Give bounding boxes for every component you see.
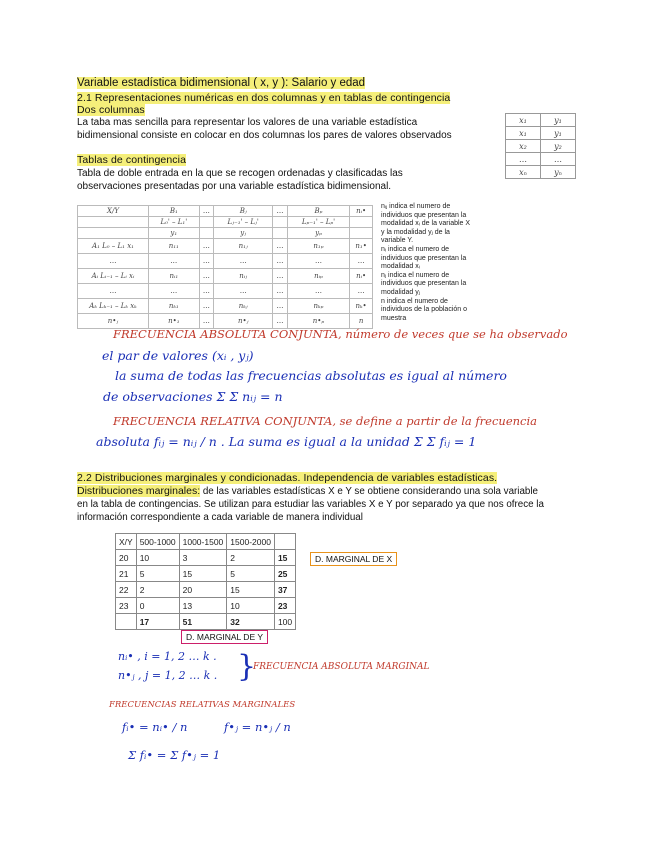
table-cell: nₖ• (350, 299, 373, 314)
table-header-cell: Bₚ (287, 206, 349, 217)
two-column-table (505, 113, 576, 179)
table-cell: … (78, 284, 149, 299)
table-cell: … (199, 284, 214, 299)
table-cell: nₖₚ (287, 299, 349, 314)
table-cell: nᵢⱼ (214, 269, 273, 284)
legend-line: nᵢⱼ indica el numero de (381, 203, 451, 210)
table-header-cell: … (199, 206, 214, 217)
contingency-table (77, 205, 373, 329)
table-cell: … (287, 284, 349, 299)
paragraph-tablas-contingencia: Tabla de doble entrada en la que se recogen ordenadas y clasificadas las observaciones presentadas por una variable estadística bidimensional. (77, 168, 403, 192)
table-cell: nᵢ• (350, 269, 373, 284)
legend-line: muestra (381, 314, 407, 322)
table-row (506, 114, 576, 127)
table-header-cell: y₁ (149, 228, 200, 239)
table-header-row (78, 217, 373, 228)
subheading-tablas-contingencia: Tablas de contingencia (77, 154, 187, 166)
subheading-dos-columnas: Dos columnas (77, 104, 145, 116)
table-cell: nₖⱼ (214, 299, 273, 314)
table-row (506, 166, 576, 179)
table-cell: 20 (179, 582, 227, 598)
table-cell: n₁ⱼ (214, 239, 273, 254)
table-cell: … (199, 269, 214, 284)
table-cell: A₁ L₀ – L₁ x₁ (78, 239, 149, 254)
table-header-cell (350, 228, 373, 239)
table-cell: … (273, 254, 288, 269)
table-cell: 10 (227, 598, 275, 614)
table-header-cell: Bⱼ (214, 206, 273, 217)
table-cell: … (287, 254, 349, 269)
marginal-table (115, 533, 296, 630)
table-cell: … (541, 153, 576, 166)
table-cell: 21 (116, 566, 137, 582)
table-cell: Aₖ Lₖ₋₁ – Lₖ xₖ (78, 299, 149, 314)
section-2-1-heading: 2.1 Representaciones numéricas en dos columnas y en tablas de contingencia (77, 92, 451, 104)
legend-line: nⱼ indica el numero de (381, 271, 450, 279)
table-cell: y₂ (541, 140, 576, 153)
table-row (116, 614, 296, 630)
table-row (78, 269, 373, 284)
note-suma-frecuencias: la suma de todas las frecuencias absolutas es igual al número (115, 368, 507, 383)
table-cell: 32 (227, 614, 275, 630)
table-row (116, 582, 296, 598)
table-cell: xₙ (506, 166, 541, 179)
table-cell: 13 (179, 598, 227, 614)
table-cell: … (350, 254, 373, 269)
table-cell: … (149, 254, 200, 269)
table-cell: 37 (274, 582, 295, 598)
table-cell: 5 (227, 566, 275, 582)
table-cell: 15 (227, 582, 275, 598)
table-row (506, 153, 576, 166)
table-cell: 20 (116, 550, 137, 566)
table-header-cell (274, 534, 295, 550)
table-cell: n•ⱼ (78, 314, 149, 329)
legend-line: variable Y. (381, 237, 414, 245)
table-header-cell: yⱼ (214, 228, 273, 239)
table-header-cell: X/Y (78, 206, 149, 217)
table-cell: 23 (274, 598, 295, 614)
contingency-legend (381, 203, 496, 323)
table-header-cell: yₚ (287, 228, 349, 239)
table-cell: 10 (136, 550, 179, 566)
table-header-cell (199, 228, 214, 239)
table-header-cell: 1000-1500 (179, 534, 227, 550)
table-cell: n•ⱼ (214, 314, 273, 329)
legend-line: individuos que presentan la (381, 211, 467, 219)
section-2-2-heading: 2.2 Distribuciones marginales y condicionadas. Independencia de variables estadísticas. (77, 472, 498, 484)
table-cell: 17 (136, 614, 179, 630)
table-cell: 22 (116, 582, 137, 598)
note-fi-formulas: fᵢ• = nᵢ• / n f•ⱼ = n•ⱼ / n (122, 720, 291, 734)
table-cell: … (214, 254, 273, 269)
brace-icon: } (237, 649, 257, 684)
table-header-cell: L₀' – L₁' (149, 217, 200, 228)
table-row (116, 566, 296, 582)
note-frecuencia-absoluta-conjunta: FRECUENCIA ABSOLUTA CONJUNTA, número de veces que se ha observado (113, 327, 568, 341)
table-header-cell: 500-1000 (136, 534, 179, 550)
table-header-cell (78, 228, 149, 239)
table-cell: … (273, 299, 288, 314)
note-n-dot-j: n•ⱼ , j = 1, 2 … k . (118, 669, 218, 682)
table-cell: nₖ₁ (149, 299, 200, 314)
table-cell: … (199, 314, 214, 329)
table-cell: 100 (274, 614, 295, 630)
note-absoluta-formula: absoluta fᵢⱼ = nᵢⱼ / n . La suma es igual a la unidad Σ Σ fᵢⱼ = 1 (96, 434, 477, 449)
table-cell: y₁ (541, 127, 576, 140)
table-header-row (78, 206, 373, 217)
table-header-cell: X/Y (116, 534, 137, 550)
table-cell: … (350, 284, 373, 299)
table-cell: … (199, 239, 214, 254)
legend-line: individuos que presentan la (381, 280, 467, 288)
table-cell: 5 (136, 566, 179, 582)
table-header-cell (273, 228, 288, 239)
table-header-row (78, 228, 373, 239)
note-sum-equals-one: Σ fᵢ• = Σ f•ⱼ = 1 (128, 748, 221, 762)
table-header-cell (273, 217, 288, 228)
table-cell: x₁ (506, 114, 541, 127)
table-header-cell: Lₚ₋₁' – Lₚ' (287, 217, 349, 228)
legend-line: y la modalidad yⱼ de la (381, 228, 450, 236)
table-header-cell: … (273, 206, 288, 217)
note-frecuencia-absoluta-marginal: FRECUENCIA ABSOLUTA MARGINAL (253, 662, 430, 672)
label-marginal-x: D. MARGINAL DE X (310, 552, 397, 566)
table-cell: yₙ (541, 166, 576, 179)
table-row (116, 550, 296, 566)
paragraph-dos-columnas: La taba mas sencilla para representar los valores de una variable estadística bidimensional consiste en colocar en dos columnas los pares de valores observados (77, 117, 452, 141)
table-cell: n₁ₚ (287, 239, 349, 254)
table-header-row (116, 534, 296, 550)
table-cell: 23 (116, 598, 137, 614)
legend-line: individuos de la población o (381, 306, 468, 314)
table-cell: n•₁ (149, 314, 200, 329)
table-header-cell (78, 217, 149, 228)
table-cell: … (214, 284, 273, 299)
table-cell: 2 (136, 582, 179, 598)
note-numero-observaciones: de observaciones Σ Σ nᵢⱼ = n (103, 389, 283, 404)
note-par-valores: el par de valores (xᵢ , yⱼ) (102, 348, 254, 363)
table-header-cell (199, 217, 214, 228)
table-row (78, 299, 373, 314)
table-cell: y₁ (541, 114, 576, 127)
table-cell: n (350, 314, 373, 329)
legend-line: modalidad xᵢ (381, 263, 420, 271)
table-cell: … (273, 239, 288, 254)
note-frecuencia-relativa-conjunta: FRECUENCIA RELATIVA CONJUNTA, se define a partir de la frecuencia (113, 414, 538, 428)
table-row (116, 598, 296, 614)
table-cell: … (273, 314, 288, 329)
table-header-cell: B₁ (149, 206, 200, 217)
table-row (78, 239, 373, 254)
table-cell: … (273, 284, 288, 299)
paragraph-distribuciones-marginales: Distribuciones marginales: de las variables estadísticas X e Y se obtiene considerando una sola variable en la tabla de contingencias. Se utilizan para estudiar las variables X e Y por separado ya que nos ofrece la información correspondiente a cada variable de manera individual (77, 485, 544, 523)
table-cell: 51 (179, 614, 227, 630)
table-cell: … (506, 153, 541, 166)
note-frecuencias-relativas-marginales: FRECUENCIAS RELATIVAS MARGINALES (109, 700, 296, 710)
table-cell: Aᵢ Lᵢ₋₁ – Lᵢ xᵢ (78, 269, 149, 284)
legend-line: n indica el numero de (381, 297, 448, 305)
table-cell: … (199, 254, 214, 269)
table-cell: … (149, 284, 200, 299)
table-cell: n•ₚ (287, 314, 349, 329)
table-cell: … (78, 254, 149, 269)
table-cell: … (199, 299, 214, 314)
table-cell: nᵢₚ (287, 269, 349, 284)
table-cell (116, 614, 137, 630)
table-cell: 2 (227, 550, 275, 566)
label-marginal-y: D. MARGINAL DE Y (181, 630, 268, 644)
table-cell: 15 (274, 550, 295, 566)
table-row (506, 127, 576, 140)
table-row (506, 140, 576, 153)
table-cell: 3 (179, 550, 227, 566)
table-row (78, 254, 373, 269)
table-header-cell: 1500-2000 (227, 534, 275, 550)
table-cell: 15 (179, 566, 227, 582)
page-title: Variable estadística bidimensional ( x, y ): Salario y edad (77, 77, 366, 89)
table-cell: nᵢ₁ (149, 269, 200, 284)
table-cell: 0 (136, 598, 179, 614)
table-cell: … (273, 269, 288, 284)
legend-line: nᵢ indica el numero de (381, 245, 450, 253)
note-ni-dot: nᵢ• , i = 1, 2 … k . (118, 650, 217, 663)
table-cell: n₁₁ (149, 239, 200, 254)
table-cell: x₁ (506, 127, 541, 140)
table-header-cell: nᵢ• (350, 206, 373, 217)
table-cell: 25 (274, 566, 295, 582)
legend-line: individuos que presentan la (381, 254, 467, 262)
table-cell: n₁• (350, 239, 373, 254)
table-cell: x₂ (506, 140, 541, 153)
table-row (78, 284, 373, 299)
legend-line: modalidad xᵢ de la variable X (381, 220, 471, 228)
legend-line: modalidad yⱼ (381, 288, 420, 296)
table-header-cell: Lⱼ₋₁' – Lⱼ' (214, 217, 273, 228)
table-header-cell (350, 217, 373, 228)
